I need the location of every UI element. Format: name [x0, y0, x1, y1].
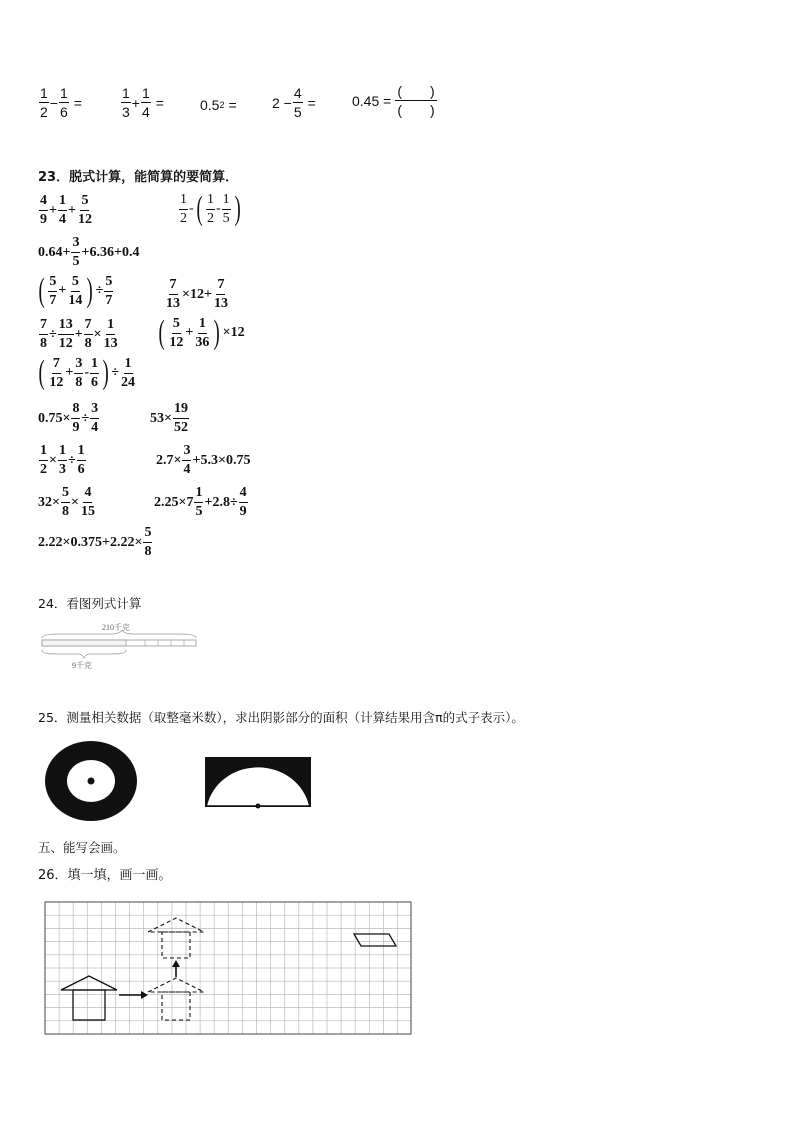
- grid-svg[interactable]: [44, 900, 414, 1038]
- q23-p4: ( $\frac{5}{7}$ + $\frac{5}{14}$ ) ÷ $\frac{5}{7}$: [38, 272, 113, 309]
- house-translated: [148, 978, 204, 1020]
- q23-p5: $\frac{7}{13}$ ×12+ $\frac{7}{13}$: [166, 277, 228, 311]
- q23-p13: 32× $\frac{5}{8}$ × $\frac{4}{15}$: [38, 485, 95, 519]
- house-original: [61, 976, 117, 1020]
- q23-p3: 0.64+ $\frac{3}{5}$ +6.36+0.4: [38, 235, 140, 269]
- q23-p12: 2.7× $\frac{3}{4}$ +5.3×0.75: [156, 443, 251, 477]
- q23-p6: $\frac{7}{8}$ ÷ $\frac{13}{12}$ + $\frac{7}{8}$ × $\frac{1}{13}$: [40, 317, 118, 351]
- q23-p15: 2.22×0.375+2.22× $\frac{5}{8}$: [38, 525, 152, 559]
- q23-p1: $\frac{4}{9}$ + $\frac{1}{4}$ + $\frac{5}{12}$: [40, 193, 92, 227]
- expr-two-minus-fraction: 2 − $\frac{4}{5}$ =: [272, 85, 316, 120]
- q23-p8: ( $\frac{7}{12}$ + $\frac{3}{8}$ - $\frac{1}{6}$ ) ÷ $\frac{1}{24}$: [38, 354, 135, 391]
- q24-top-label: 210千克: [102, 623, 130, 632]
- q23-p11: $\frac{1}{2}$ × $\frac{1}{3}$ ÷ $\frac{1}{6}$: [40, 443, 85, 477]
- q23-p9: 0.75× $\frac{8}{9}$ ÷ $\frac{3}{4}$: [38, 401, 99, 435]
- expr-square: 0.5 2 =: [200, 97, 237, 113]
- q23-p14: 2.25×7 $\frac{1}{5}$ +2.8÷ $\frac{4}{9}$: [154, 485, 247, 519]
- expr-half-minus-sixth: $\frac{1}{2}$ − $\frac{1}{6}$ =: [40, 85, 82, 120]
- q24-title: 24．看图列式计算: [38, 596, 142, 611]
- q23-p2: $\frac{1}{2}$ - ( $\frac{1}{2}$ - $\frac{1}{5}$ ): [180, 190, 241, 227]
- expr-third-plus-quarter: $\frac{1}{3}$ + $\frac{1}{4}$ =: [122, 85, 164, 120]
- semicircle-figure: [204, 756, 314, 810]
- house-moved-up: [148, 918, 204, 958]
- q24-bottom-label: 9千克: [72, 661, 92, 670]
- section5-title: 五、能写会画。: [38, 840, 126, 855]
- q23-p10: 53× $\frac{19}{52}$: [150, 401, 188, 435]
- drawing-grid[interactable]: [44, 900, 414, 1038]
- parallelogram: [354, 934, 396, 946]
- q25-title: 25．测量相关数据（取整毫米数），求出阴影部分的面积（计算结果用含π的式子表示）。: [38, 710, 524, 725]
- q26-title: 26．填一填，画一画。: [38, 868, 172, 883]
- ring-figure: [44, 740, 140, 822]
- expr-decimal-to-fraction: 0.45 = ( ) ( ): [352, 83, 435, 118]
- answer-blank[interactable]: ( ) ( ): [397, 83, 435, 118]
- q23-p7: ( $\frac{5}{12}$ + $\frac{1}{36}$ ) ×12: [158, 314, 245, 351]
- arrow-up: [172, 960, 180, 977]
- q23-title: 23．脱式计算，能简算的要简算．: [38, 170, 239, 185]
- q24-bar-diagram: [40, 620, 200, 672]
